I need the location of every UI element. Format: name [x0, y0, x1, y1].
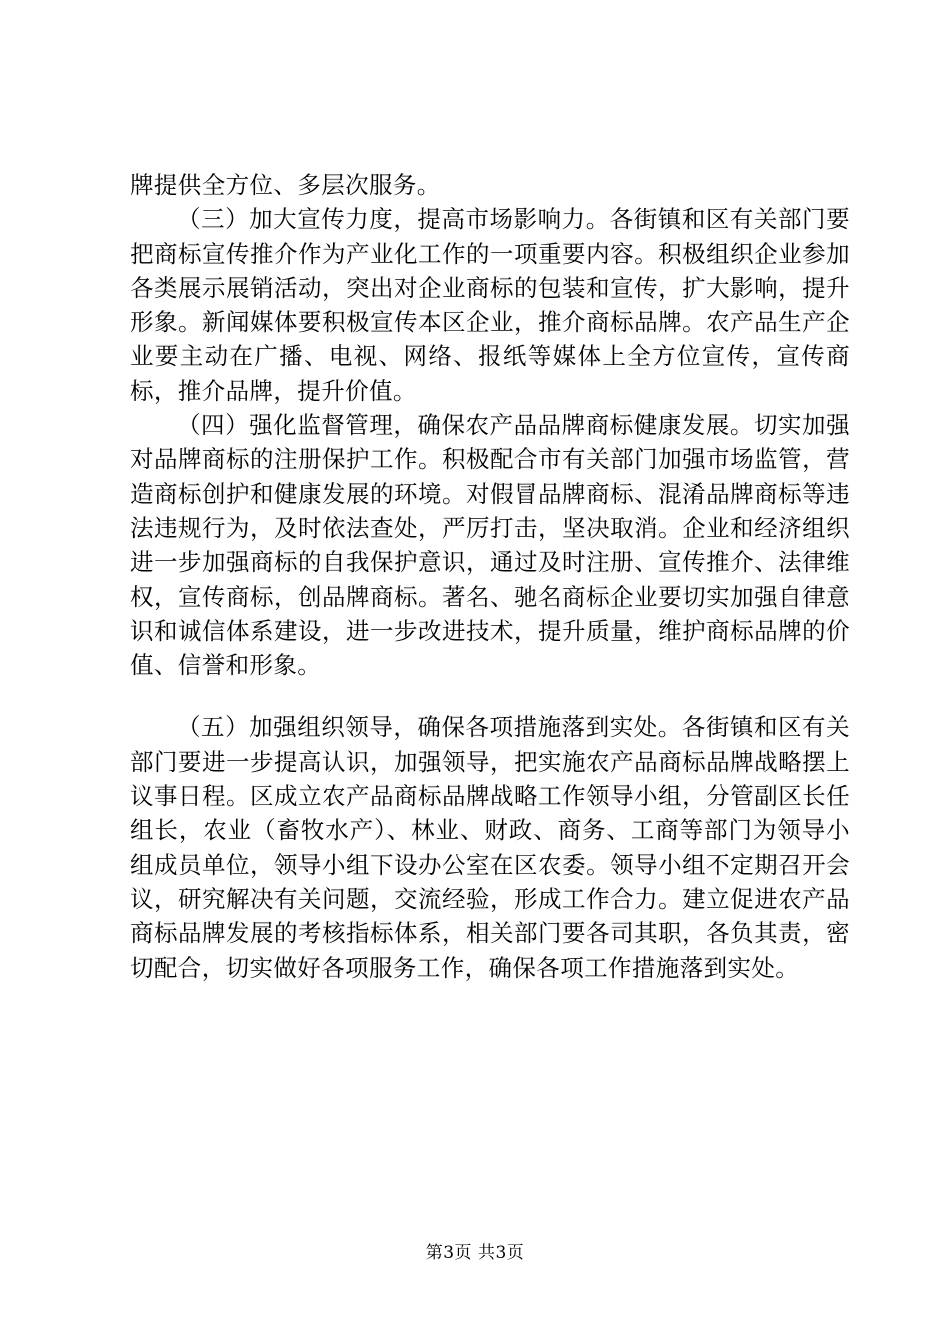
paragraph-section-3: （三）加大宣传力度，提高市场影响力。各街镇和区有关部门要把商标宣传推介作为产业化工作的一项重要内容。积极组织企业参加各类展示展销活动，突出对企业商标的包装和宣传，扩大影响，提升形象。新闻媒体要积极宣传本区企业，推介商标品牌。农产品生产企业要主动在广播、电视、网络、报纸等媒体上全方位宣传，宣传商标，推介品牌，提升价值。	[130, 205, 850, 405]
paragraph-section-5: （五）加强组织领导，确保各项措施落到实处。各街镇和区有关部门要进一步提高认识，加强领导，把实施农产品商标品牌战略摆上议事日程。区成立农产品商标品牌战略工作领导小组，分管副区长任组长，农业（畜牧水产）、林业、财政、商务、工商等部门为领导小组成员单位，领导小组下设办公室在区农委。领导小组不定期召开会议，研究解决有关问题，交流经验，形成工作合力。建立促进农产品商标品牌发展的考核指标体系，相关部门要各司其职，各负其责，密切配合，切实做好各项服务工作，确保各项工作措施落到实处。	[130, 713, 850, 982]
document-body	[130, 168, 850, 985]
page-number-footer: 第3页 共3页	[425, 1243, 525, 1263]
paragraph-section-4: （四）强化监督管理，确保农产品品牌商标健康发展。切实加强对品牌商标的注册保护工作。积极配合市有关部门加强市场监管，营造商标创护和健康发展的环境。对假冒品牌商标、混淆品牌商标等违法违规行为，及时依法查处，严厉打击，坚决取消。企业和经济组织进一步加强商标的自我保护意识，通过及时注册、宣传推介、法律维权，宣传商标，创品牌商标。著名、驰名商标企业要切实加强自律意识和诚信体系建设，进一步改进技术，提升质量，维护商标品牌的价值、信誉和形象。	[130, 411, 850, 680]
paragraph-continuation: 牌提供全方位、多层次服务。	[130, 171, 441, 199]
